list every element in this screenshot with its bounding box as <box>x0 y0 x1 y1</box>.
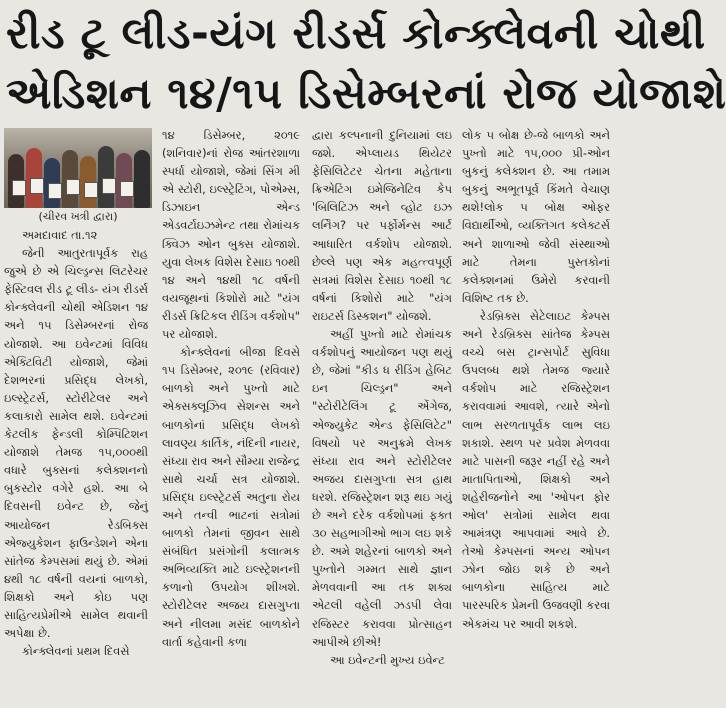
article-column-4 <box>462 126 610 706</box>
article-column-2 <box>162 126 300 706</box>
headline-line-2: એડિશન ૧૪/૧૫ ડિસેમ્બરનાં રોજ યોજાશે <box>6 69 726 119</box>
article-column-3 <box>312 126 452 706</box>
headline <box>6 6 726 124</box>
article-paragraph: લોક ૫ બોક્ષ છે-જે બાળકો અને પુખ્તો માટે ૧૫,૦૦૦ પ્રી-ઓન બુકનું કલેક્શન છે. આ તમામ બુકનું અભૂતપૂર્વ કિંમતે વેચાણ થશે!લોક ૫ બોક્ષ ઓફર વિદ્યાર્થીઓ, વ્યક્તિગત કલેક્ટર્સ અને શાળાઓ જેવી સંસ્થાઓ માટે તેમના પુસ્તકોનાં કલેક્શનમાં ઉમેરો કરવાની વિશિષ્ટ તક છે. <box>462 128 610 305</box>
dateline: અમદાવાદ તા.૧૨ <box>22 228 98 242</box>
photo-person <box>134 150 150 208</box>
photo-poster <box>66 179 80 195</box>
article-paragraph: દ્વારા કલ્પનાની દુનિયામાં લઇ જશે. એપ્લાયડ થિયેટર ફેસિલિટેટર ચેતના મહેતાના ક્રિએટિંગ ઇમેજિનેટિવ કેપ 'બિલિટિઝ અને વ્હોટ ઇઝ લર્નિંગ? પર પર્ફોર્મન્સ આર્ટ આધારિત વર્કશોપ યોજાશે. છેલ્લે પણ એક મહત્ત્વપૂર્ણ સત્રમાં વિશેસ દેસાઇ ૧૦થી ૧૮ વર્ષનાં કિશોરો માટે "યંગ રાઇટર્સ ડિસ્કશન" યોજશે. <box>312 128 452 323</box>
event-photo <box>4 128 152 208</box>
article-paragraph: રેડબ્રિક્સ સેટેલાઇટ કેમ્પસ અને રેડબ્રિક્સ સાંતેજ કેમ્પસ વચ્ચે બસ ટ્રાન્સપોર્ટ સુવિધા ઉપલબ્ધ થશે તેમજ જ્યારે વર્કશોપ માટે રજિસ્ટ્રેશન કરાવવામાં આવશે, ત્યારે એનો લાભ સરળતાપૂર્વક લાભ લઇ શકાશે. સ્થળ પર પ્રવેશ મેળવવા માટે પાસની જરૂર નહીં રહે અને માતાપિતાઓ, શિક્ષકો અને શહેરીજનોને આ 'ઓપન ફોર ઓલ' સત્રોમાં સામેલ થવા આમંત્રણ આપવામાં આવે છે. તેઓ કેમ્પસનાં અન્ય ઓપન ઝોન જોઇ શકે છે અને બાળકોના સાહિત્ય માટે પારસ્પરિક પ્રેમની ઉજવણી કરવા એકમંચ પર આવી શકશે. <box>462 308 610 631</box>
article-paragraph: અહીં પુખ્તો માટે રોમાંચક વર્કશોપનું આયોજન પણ થયું છે, જેમાં "કીડ ધ રીડિંગ હેબિટ ઇન ચિલ્ડ્રન" અને "સ્ટોરીટેલિંગ ટૂ એંગેજ, એજ્યુકેટ એન્ડ ફેસિલિટેટ" વિષયો પર અનુક્રમે લેખક સંધ્યા રાવ અને સ્ટોરીટેલર અજય દાસગુપ્તા સત્ર હાથ ધરશે. રજિસ્ટ્રેશન શરૂ થઇ ગયું છે અને દરેક વર્કશોપમાં ફક્ત ૩૦ સહભાગીઓ ભાગ લઇ શકે છે. અમે શહેરનાં બાળકો અને પુખ્તોને ગમ્મત સાથે જ્ઞાન મેળવવાની આ તક શક્ય એટલી વહેલી ઝડપી લેવા રજિસ્ટર કરાવવા પ્રોત્સાહન આપીએ છીએ! <box>312 327 452 649</box>
photo-poster <box>30 178 44 194</box>
headline-line-1: રીડ ટૂ લીડ-યંગ રીડર્સ કોન્ક્લેવની ચોથી <box>6 9 706 59</box>
photo-person <box>98 146 114 208</box>
article-paragraph: કોન્ક્લેવનાં પ્રથમ દિવસે <box>22 644 130 659</box>
photo-poster <box>102 178 116 194</box>
article-paragraph: કોન્ક્લેવનાં બીજા દિવસે ૧૫ ડિસેમ્બર, ૨૦૧૯ (રવિવાર) બાળકો અને પુખ્તો માટે એક્સક્લૂઝિવ સેશન્સ અને બાળકોનાં પ્રસિદ્ધ લેખકો લાવણ્ય કાર્તિક, નંદિની નાયર, સંધ્યા રાવ અને સૌમ્યા રાજેન્દ્ર સાથે ચર્ચા સત્ર યોજાશે. પ્રસિદ્ધ ઇલ્સ્ટ્રેટર્સ અતુના રોય અને તન્વી ભાટનાં સત્રોમાં બાળકો તેમનાં જીવન સાથે સંબંધિત પ્રસંગોની કલાત્મક અભિવ્યક્તિ માટે ઇલ્સ્ટ્રેશનની કળાનો ઉપયોગ શીખશે. સ્ટોરીટેલર અજય દાસગુપ્તા અને નીલમા મસંદ બાળકોને વાર્તા કહેવાની કળા <box>162 345 300 649</box>
article-paragraph: ૧૪ ડિસેમ્બર, ૨૦૧૯ (શનિવાર)નાં રોજ આંતરશાળા સ્પર્ધા યોજાશે, જેમાં સિંગ મી એ સ્ટોરી, ઇલ્સ્ટ્રેટિંગ, પોએમ્સ, ડિઝાઇન એન્ડ એડવર્ટાઇઝમેન્ટ તથા રોમાંચક ક્વિઝ ઓન બુક્સ યોજાશે. યુવા લેખક વિશેસ દેસાઇ ૧૦થી ૧૪ અને ૧૪થી ૧૮ વર્ષની વયજૂથનાં કિશોરો માટે "યંગ રીડર્સ ક્રિટિકલ રીડિંગ વર્કશોપ" પર યોજાશે. <box>162 128 300 342</box>
article-paragraph: આ ઇવેન્ટની મુખ્ય ઇવેન્ટ <box>330 652 445 667</box>
photo-poster <box>12 180 26 196</box>
article-paragraph: જેની આતુરતાપૂર્વક રાહ જુએ છે એ ચિલ્ડ્રન્સ લિટરેચર ફેસ્ટિવલ રીડ ટૂ લીડ- યંગ રીડર્સ કોન્ક્લેવની ચોથી એડિશન ૧૪ અને ૧૫ ડિસેમ્બરનાં રોજ યોજાશે. આ ઇવેન્ટમાં વિવિધ એક્ટિવિટી યોજાશે, જેમાં દેશભરનાં પ્રસિદ્ધ લેખકો, ઇલ્સ્ટ્રેટર્સ, સ્ટોરીટેલર અને કલાકારો સામેલ થશે. ઇવેન્ટમાં કેટલીક ફેન્ડલી કોમ્પિટિશન યોજાશે તેમજ ૧૫,૦૦૦થી વધારે બુક્સનાં કલેક્શનનો બુકસ્ટોર વગેરે હશે. આ બે દિવસની ઇવેન્ટ છે, જેનું આયોજન રેડબિક્સ એજ્યુકેશન ફાઉન્ડેશને એના સાંતેજ કેમ્પસમાં થયું છે. એમાં ૪થી ૧૮ વર્ષની વયનાં બાળકો, શિક્ષકો અને કોઇ પણ સાહિત્યપ્રેમીએ સામેલ થવાની અપેક્ષા છે. <box>4 246 148 641</box>
photo-caption: (ચીરવ ખત્રી દ્વારા) <box>38 210 118 223</box>
photo-poster <box>120 181 134 197</box>
photo-poster <box>84 182 98 198</box>
photo-poster <box>48 183 62 199</box>
article-column-1 <box>4 226 148 706</box>
